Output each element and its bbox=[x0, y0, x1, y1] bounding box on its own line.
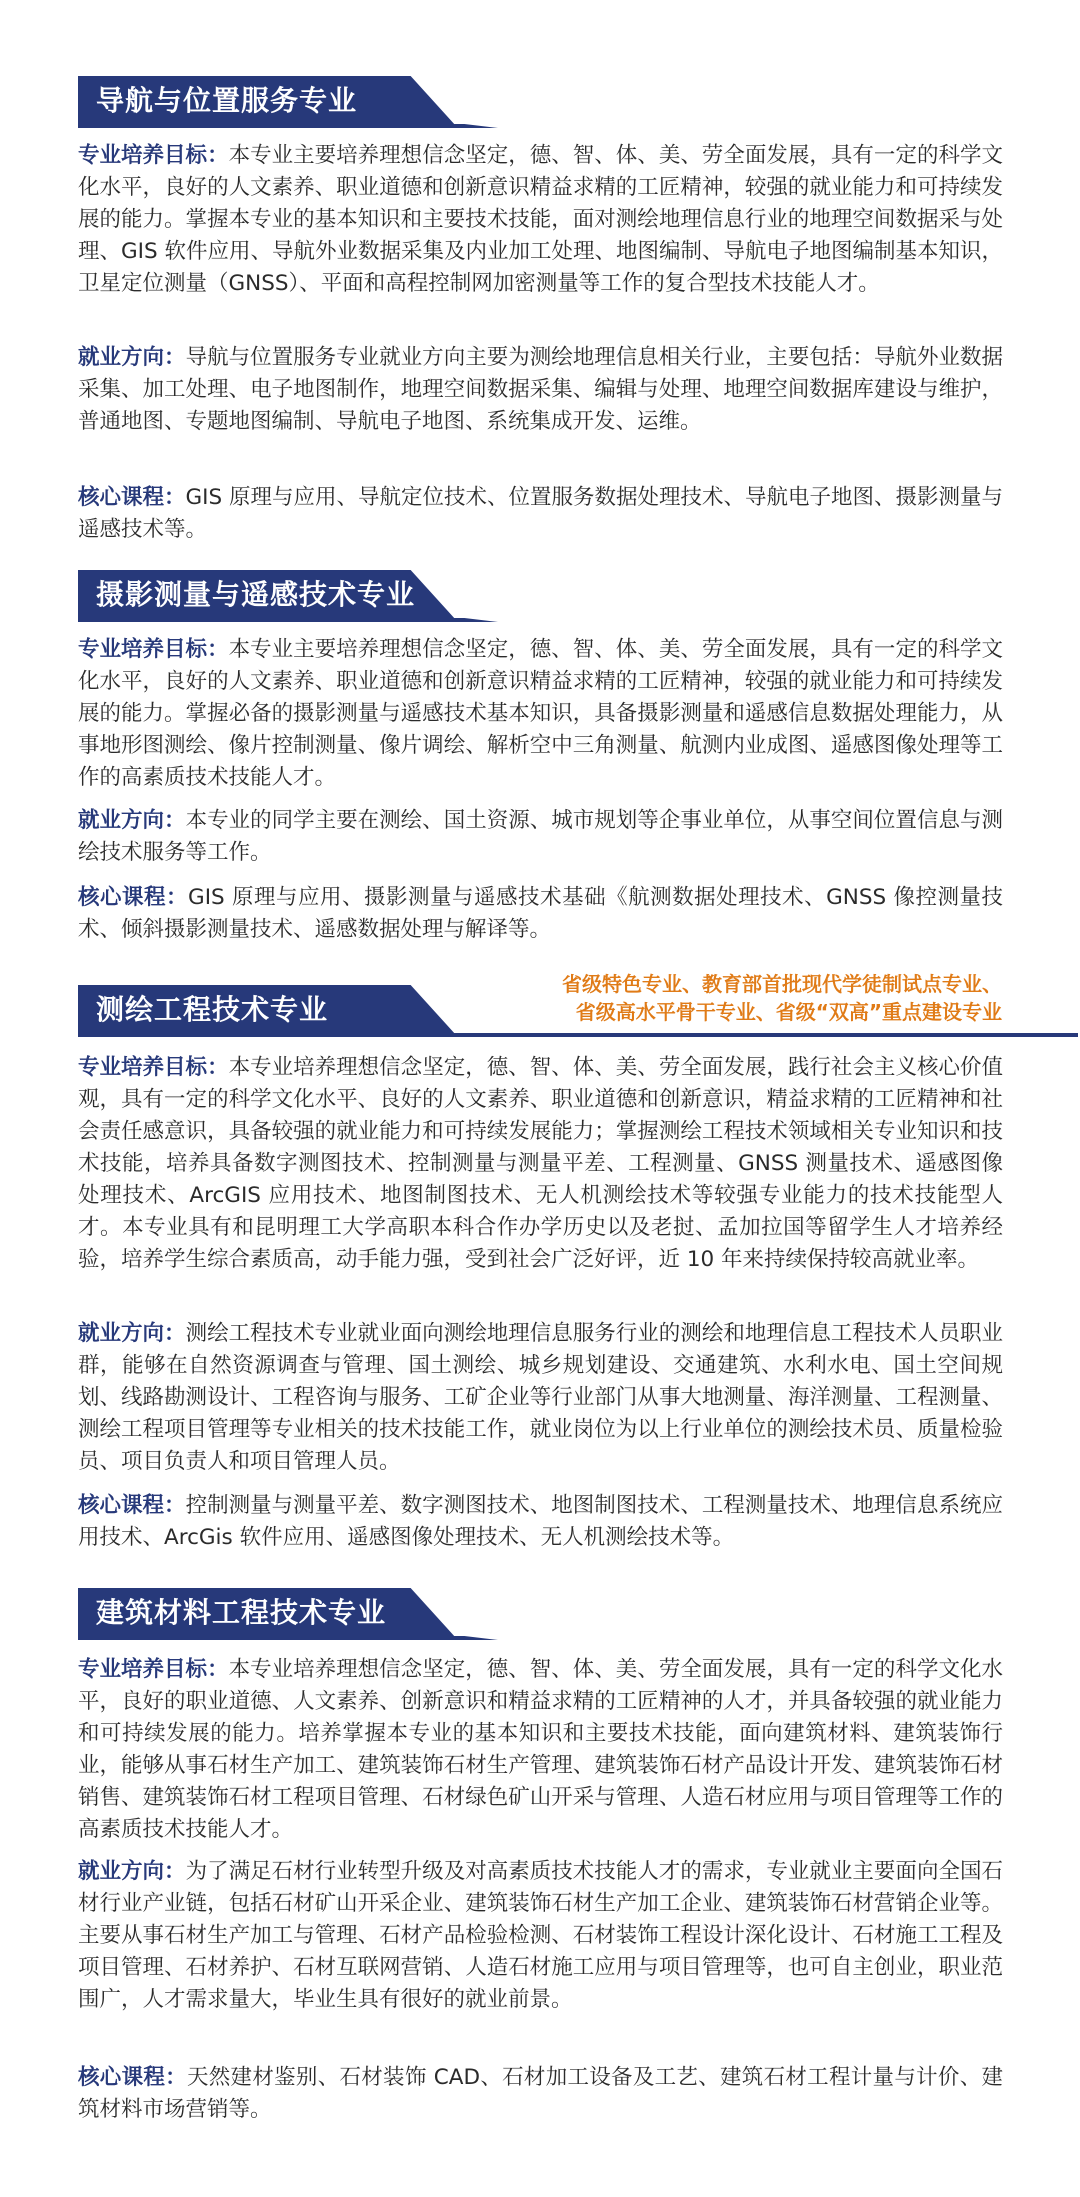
core-courses-paragraph bbox=[78, 1490, 1003, 1554]
employment-paragraph bbox=[78, 1856, 1003, 2016]
employment-text: 为了满足石材行业转型升级及对高素质技术技能人才的需求，专业就业主要面向全国石材行业产业链，包括石材矿山开采企业、建筑装饰石材生产加工企业、建筑装饰石材营销企业等。主要从事石材生产加工与管理、石材产品检验检测、石材装饰工程设计深化设计、石材施工工程及项目管理、石材养护、石材互联网营销、人造石材施工应用与项目管理等，也可自主创业，职业范围广，人才需求量大，毕业生具有很好的就业前景。 bbox=[78, 1859, 1003, 2012]
section-title: 测绘工程技术专业 bbox=[96, 993, 329, 1026]
training-goal-text: 本专业主要培养理想信念坚定，德、智、体、美、劳全面发展，具有一定的科学文化水平，良好的人文素养、职业道德和创新意识精益求精的工匠精神，较强的就业能力和可持续发展的能力。掌握必备的摄影测量与遥感技术基本知识，具备摄影测量和遥感信息数据处理能力，从事地形图测绘、像片控制测量、像片调绘、解析空中三角测量、航测内业成图、遥感图像处理等工作的高素质技术技能人才。 bbox=[78, 637, 1003, 790]
training-goal-label: 专业培养目标： bbox=[78, 1055, 229, 1080]
training-goal-label: 专业培养目标： bbox=[78, 637, 229, 662]
employment-text: 本专业的同学主要在测绘、国土资源、城市规划等企事业单位，从事空间位置信息与测绘技术服务等工作。 bbox=[78, 808, 1003, 865]
honor-tag-line: 省级高水平骨干专业、省级“双高”重点建设专业 bbox=[575, 1000, 1002, 1024]
employment-paragraph bbox=[78, 1318, 1003, 1478]
section-title: 导航与位置服务专业 bbox=[96, 84, 358, 117]
core-courses-text: 控制测量与测量平差、数字测图技术、地图制图技术、工程测量技术、地理信息系统应用技术、ArcGis 软件应用、遥感图像处理技术、无人机测绘技术等。 bbox=[78, 1493, 1003, 1550]
training-goal-paragraph bbox=[78, 140, 1003, 300]
core-courses-label: 核心课程： bbox=[78, 885, 189, 910]
employment-paragraph bbox=[78, 805, 1003, 869]
banner-underline bbox=[78, 1636, 498, 1640]
core-courses-label: 核心课程： bbox=[78, 2065, 187, 2090]
section-photogrammetry-remote-sensing bbox=[0, 570, 1080, 628]
core-courses-paragraph bbox=[78, 882, 1003, 946]
section-banner bbox=[0, 570, 1080, 628]
training-goal-paragraph bbox=[78, 634, 1003, 794]
employment-label: 就业方向： bbox=[78, 345, 186, 370]
honor-tag-line: 省级特色专业、教育部首批现代学徒制试点专业、 bbox=[562, 972, 1002, 996]
section-title: 建筑材料工程技术专业 bbox=[96, 1596, 387, 1629]
core-courses-paragraph bbox=[78, 2062, 1003, 2126]
section-surveying-engineering bbox=[0, 985, 1080, 1043]
section-banner bbox=[0, 1588, 1080, 1646]
employment-text: 测绘工程技术专业就业面向测绘地理信息服务行业的测绘和地理信息工程技术人员职业群，能够在自然资源调查与管理、国土测绘、城乡规划建设、交通建筑、水利水电、国土空间规划、线路勘测设计、工程咨询与服务、工矿企业等行业部门从事大地测量、海洋测量、工程测量、测绘工程项目管理等专业相关的技术技能工作，就业岗位为以上行业单位的测绘技术员、质量检验员、项目负责人和项目管理人员。 bbox=[78, 1321, 1003, 1474]
employment-label: 就业方向： bbox=[78, 1859, 186, 1884]
section-title: 摄影测量与遥感技术专业 bbox=[96, 578, 416, 611]
core-courses-label: 核心课程： bbox=[78, 485, 186, 510]
training-goal-paragraph bbox=[78, 1052, 1003, 1276]
banner-underline bbox=[78, 618, 498, 622]
training-goal-text: 本专业培养理想信念坚定，德、智、体、美、劳全面发展，具有一定的科学文化水平，良好的职业道德、人文素养、创新意识和精益求精的工匠精神的人才，并具备较强的就业能力和可持续发展的能力。培养掌握本专业的基本知识和主要技术技能，面向建筑材料、建筑装饰行业，能够从事石材生产加工、建筑装饰石材生产管理、建筑装饰石材产品设计开发、建筑装饰石材销售、建筑装饰石材工程项目管理、石材绿色矿山开采与管理、人造石材应用与项目管理等工作的高素质技术技能人才。 bbox=[78, 1657, 1003, 1842]
training-goal-label: 专业培养目标： bbox=[78, 143, 229, 168]
section-banner bbox=[0, 76, 1080, 134]
employment-label: 就业方向： bbox=[78, 1321, 186, 1346]
training-goal-text: 本专业培养理想信念坚定，德、智、体、美、劳全面发展，践行社会主义核心价值观，具有一定的科学文化水平、良好的人文素养、职业道德和创新意识，精益求精的工匠精神和社会责任感意识，具备较强的就业能力和可持续发展能力；掌握测绘工程技术领域相关专业知识和技术技能，培养具备数字测图技术、控制测量与测量平差、工程测量、GNSS 测量技术、遥感图像处理技术、ArcGIS 应用技术、地图制图技术、无人机测绘技术等较强专业能力的技术技能型人才。本专业具有和昆明理工大学高职本科合作办学历史以及老挝、孟加拉国等留学生人才培养经验，培养学生综合素质高，动手能力强，受到社会广泛好评，近 10 年来持续保持较高就业率。 bbox=[78, 1055, 1003, 1272]
core-courses-text: 天然建材鉴别、石材装饰 CAD、石材加工设备及工艺、建筑石材工程计量与计价、建筑材料市场营销等。 bbox=[78, 2065, 1003, 2122]
core-courses-text: GIS 原理与应用、摄影测量与遥感技术基础《航测数据处理技术、GNSS 像控测量技术、倾斜摄影测量技术、遥感数据处理与解译等。 bbox=[78, 885, 1003, 942]
section-building-materials-engineering bbox=[0, 1588, 1080, 1646]
section-banner bbox=[0, 985, 1080, 1043]
training-goal-paragraph bbox=[78, 1654, 1003, 1846]
banner-underline bbox=[78, 1033, 1078, 1037]
core-courses-paragraph bbox=[78, 482, 1003, 546]
employment-paragraph bbox=[78, 342, 1003, 438]
section-navigation-location-services bbox=[0, 76, 1080, 134]
training-goal-text: 本专业主要培养理想信念坚定，德、智、体、美、劳全面发展，具有一定的科学文化水平，良好的人文素养、职业道德和创新意识精益求精的工匠精神，较强的就业能力和可持续发展的能力。掌握本专业的基本知识和主要技术技能，面对测绘地理信息行业的地理空间数据采与处理、GIS 软件应用、导航外业数据采集及内业加工处理、地图编制、导航电子地图编制基本知识，卫星定位测量（GNSS）、平面和高程控制网加密测量等工作的复合型技术技能人才。 bbox=[78, 143, 1003, 296]
core-courses-text: GIS 原理与应用、导航定位技术、位置服务数据处理技术、导航电子地图、摄影测量与遥感技术等。 bbox=[78, 485, 1004, 542]
core-courses-label: 核心课程： bbox=[78, 1493, 186, 1518]
employment-label: 就业方向： bbox=[78, 808, 186, 833]
employment-text: 导航与位置服务专业就业方向主要为测绘地理信息相关行业，主要包括：导航外业数据采集、加工处理、电子地图制作，地理空间数据采集、编辑与处理、地理空间数据库建设与维护，普通地图、专题地图编制、导航电子地图、系统集成开发、运维。 bbox=[78, 345, 1003, 434]
training-goal-label: 专业培养目标： bbox=[78, 1657, 229, 1682]
banner-underline bbox=[78, 124, 498, 128]
